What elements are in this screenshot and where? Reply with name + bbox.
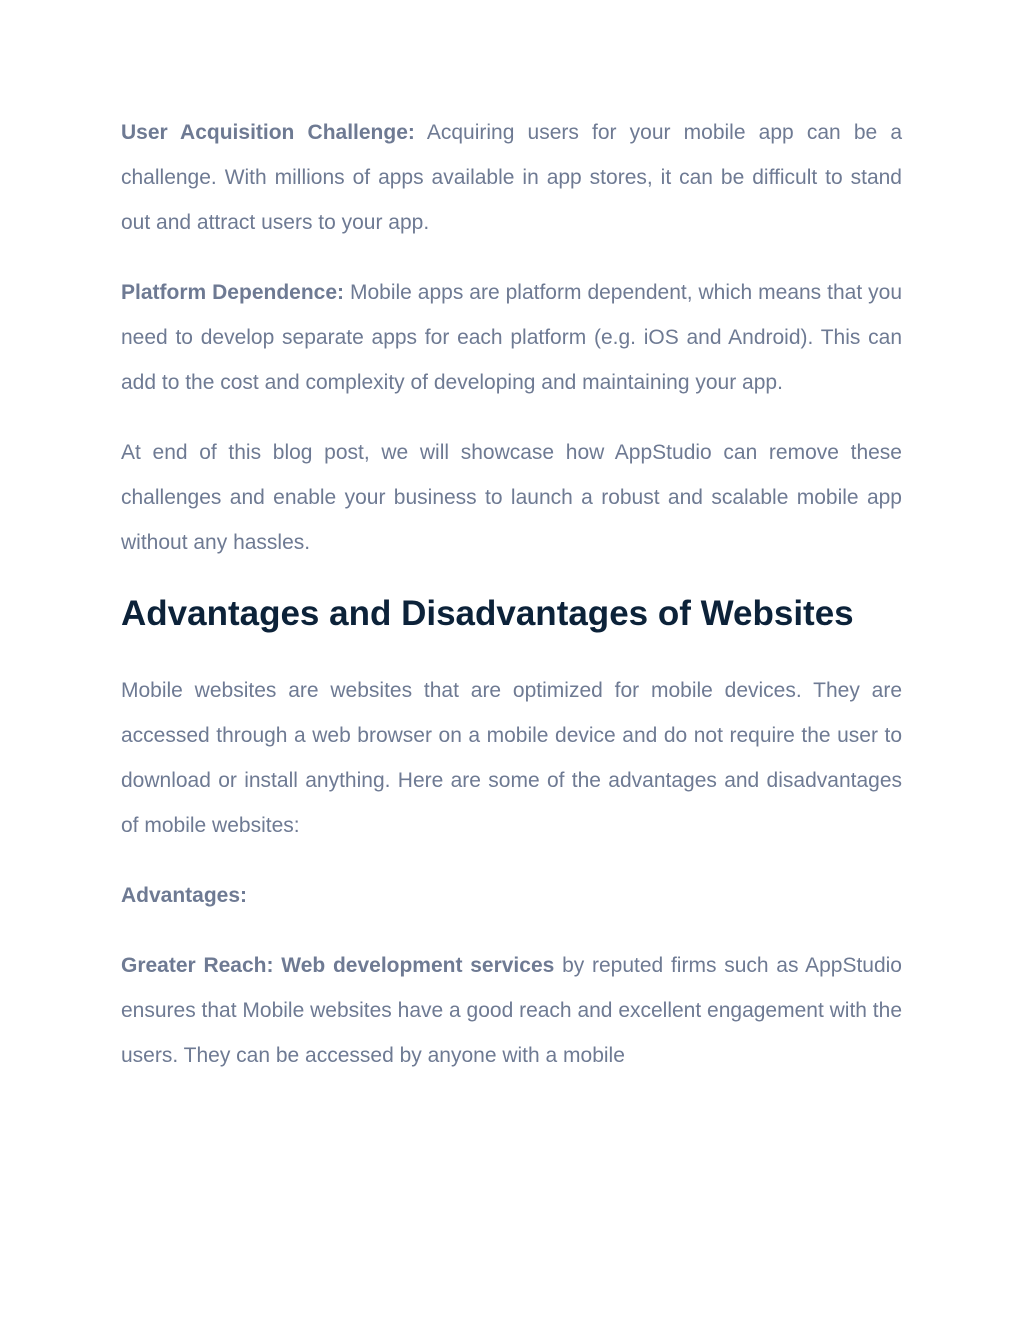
greater-reach-paragraph	[121, 943, 902, 1078]
platform-dependence-paragraph	[121, 270, 902, 405]
greater-reach-label: Greater Reach:	[121, 954, 274, 977]
user-acquisition-label: User Acquisition Challenge:	[121, 121, 415, 144]
advantages-label: Advantages:	[121, 884, 248, 907]
user-acquisition-paragraph	[121, 110, 902, 245]
showcase-paragraph: At end of this blog post, we will showcase how AppStudio can remove these challenges and enable your business to launch a robust and scalable mobile app without any hassles.	[121, 441, 902, 554]
web-development-services-link[interactable]: Web development services	[281, 954, 555, 977]
greater-reach-text: by reputed firms such as AppStudio ensures that Mobile websites have a good reach and excellent engagement with the users. They can be accessed by anyone with a mobile	[121, 954, 902, 1067]
section-heading: Advantages and Disadvantages of Websites	[121, 594, 854, 633]
platform-dependence-text: Mobile apps are platform dependent, which means that you need to develop separate apps for each platform (e.g. iOS and Android). This can add to the cost and complexity of developing and maintaining your app.	[121, 281, 902, 394]
platform-dependence-label: Platform Dependence:	[121, 281, 345, 304]
user-acquisition-text: Acquiring users for your mobile app can be a challenge. With millions of apps available in app stores, it can be difficult to stand out and attract users to your app.	[121, 121, 903, 234]
mobile-websites-intro: Mobile websites are websites that are optimized for mobile devices. They are accessed through a web browser on a mobile device and do not require the user to download or install anything. Here are some of the advantages and disadvantages of mobile websites:	[121, 679, 902, 837]
document-page	[121, 110, 902, 1103]
